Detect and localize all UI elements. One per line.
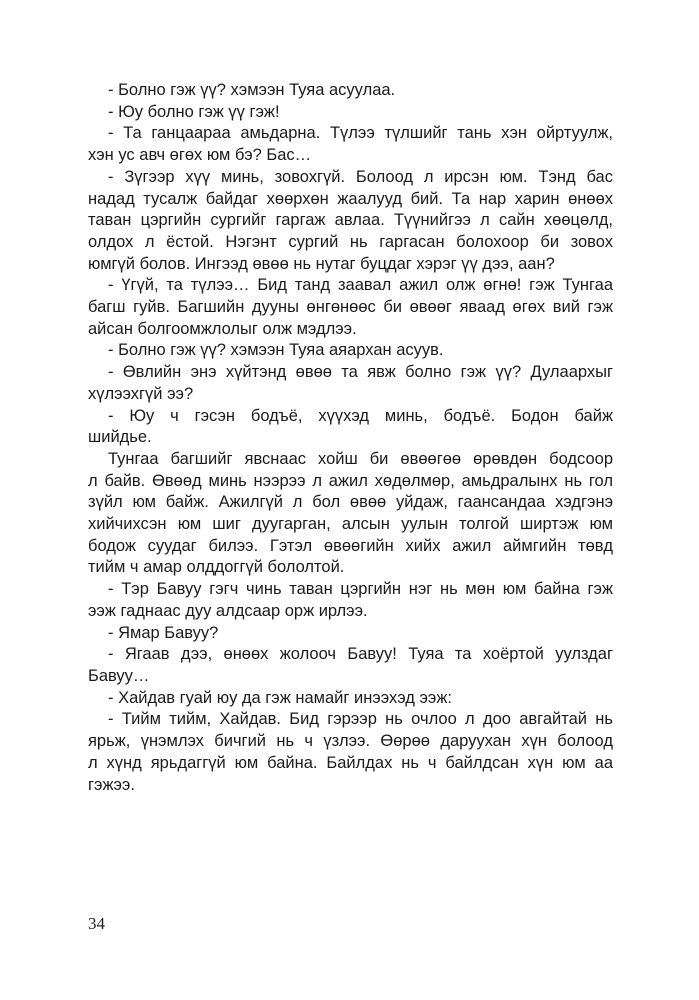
text-line: - Юу болно гэж үү гэж! [108,102,280,121]
text-line: ээж гаднаас дуу алдсаар орж ирлээ. [88,601,368,620]
text-line: зүйл юм байж. Ажилгүй л бол өвөө уйдаж, гаансандаа хэдгэнэ [88,493,613,512]
text-line: - Ягаав дээ, өнөөх жолооч Бавуу! Туяа та хоёртой уулздаг [108,645,613,664]
text-line: - Юу ч гэсэн бодъё, хүүхэд минь, бодъё. Бодон байж [108,406,613,425]
text-line: л байв. Өвөөд минь нээрээ л ажил хөдөлмөр, амьдралынх нь гол [88,471,613,490]
body-text [88,80,613,796]
text-line: - Тэр Бавуу гэгч чинь таван цэргийн нэг нь мөн юм байна гэж [108,580,613,599]
text-line: - Болно гэж үү? хэмээн Туяа асуулаа. [108,81,396,99]
text-line: хэн ус авч өгөх юм бэ? Бас… [88,146,312,165]
text-line: надад тусалж байдаг хөөрхөн жаалууд бий. Та нар харин өнөөх [88,189,613,208]
paragraph [88,340,613,362]
text-line: - Зүгээр хүү минь, зовохгүй. Болоод л ирсэн юм. Тэнд бас [108,167,613,186]
paragraph [88,688,613,710]
text-line: олдох л ёстой. Нэгэнт сургий нь гаргасан болохоор би зовох [88,232,613,251]
text-line: бодож суудаг билээ. Гэтэл өвөөгийн хийх ажил аймгийн төвд [88,536,613,555]
paragraph [88,449,613,579]
text-line: хүлээхгүй ээ? [88,384,194,403]
text-line: хийчихсэн юм шиг дуугарган, алсын уулын толгой ширтэж юм [88,515,613,534]
text-line: - Хайдав гуай юу да гэж намайг инээхэд ээж: [108,688,452,707]
text-line: - Та ганцаараа амьдарна. Түлээ түлшийг тань хэн ойртуулж, [108,124,613,143]
paragraph [88,123,613,166]
text-line: юмгүй болов. Ингээд өвөө нь нутаг буцдаг хэрэг үү дээ, аан? [88,254,555,273]
text-line: Тунгаа багшийг явснаас хойш би өвөөгөө өрөвдөн бодсоор [108,449,613,468]
text-line: - Ямар Бавуу? [108,623,219,642]
text-line: айсан болгоомжлолыг олж мэдлээ. [88,319,357,338]
text-line: Бавуу… [88,666,150,685]
text-line: ярьж, үнэмлэх бичгий нь ч үзлээ. Өөрөө даруухан хүн болоод [88,732,613,751]
paragraph [88,709,613,796]
paragraph [88,80,613,102]
text-line: гэжээ. [88,775,135,794]
paragraph [88,579,613,622]
paragraph [88,362,613,405]
paragraph [88,102,613,124]
page-number: 34 [88,914,105,933]
paragraph [88,644,613,687]
text-line: - Үгүй, та түлээ… Бид танд заавал ажил олж өгнө! гэж Тунгаа [108,276,613,295]
paragraph [88,167,613,276]
text-line: тийм ч амар олддоггүй бололтой. [88,558,345,577]
text-line: - Болно гэж үү? хэмээн Туяа аяархан асуув. [108,341,444,360]
text-line: багш гуйв. Багшийн дууны өнгөнөөс би өвөөг яваад өгөх вий гэж [88,298,613,317]
paragraph [88,406,613,449]
text-line: шийдье. [88,428,152,447]
paragraph [88,275,613,340]
text-line: таван цэргийн сургийг гаргаж авлаа. Түүнийгээ л сайн хөөцөлд, [88,211,613,230]
text-line: - Өвлийн энэ хүйтэнд өвөө та явж болно гэж үү? Дулаархыг [108,363,613,382]
text-line: - Тийм тийм, Хайдав. Бид гэрээр нь очлоо л доо авгайтай нь [108,710,613,729]
paragraph [88,623,613,645]
text-line: л хүнд ярьдаггүй юм байна. Байлдах нь ч байлдсан хүн юм аа [88,753,613,772]
